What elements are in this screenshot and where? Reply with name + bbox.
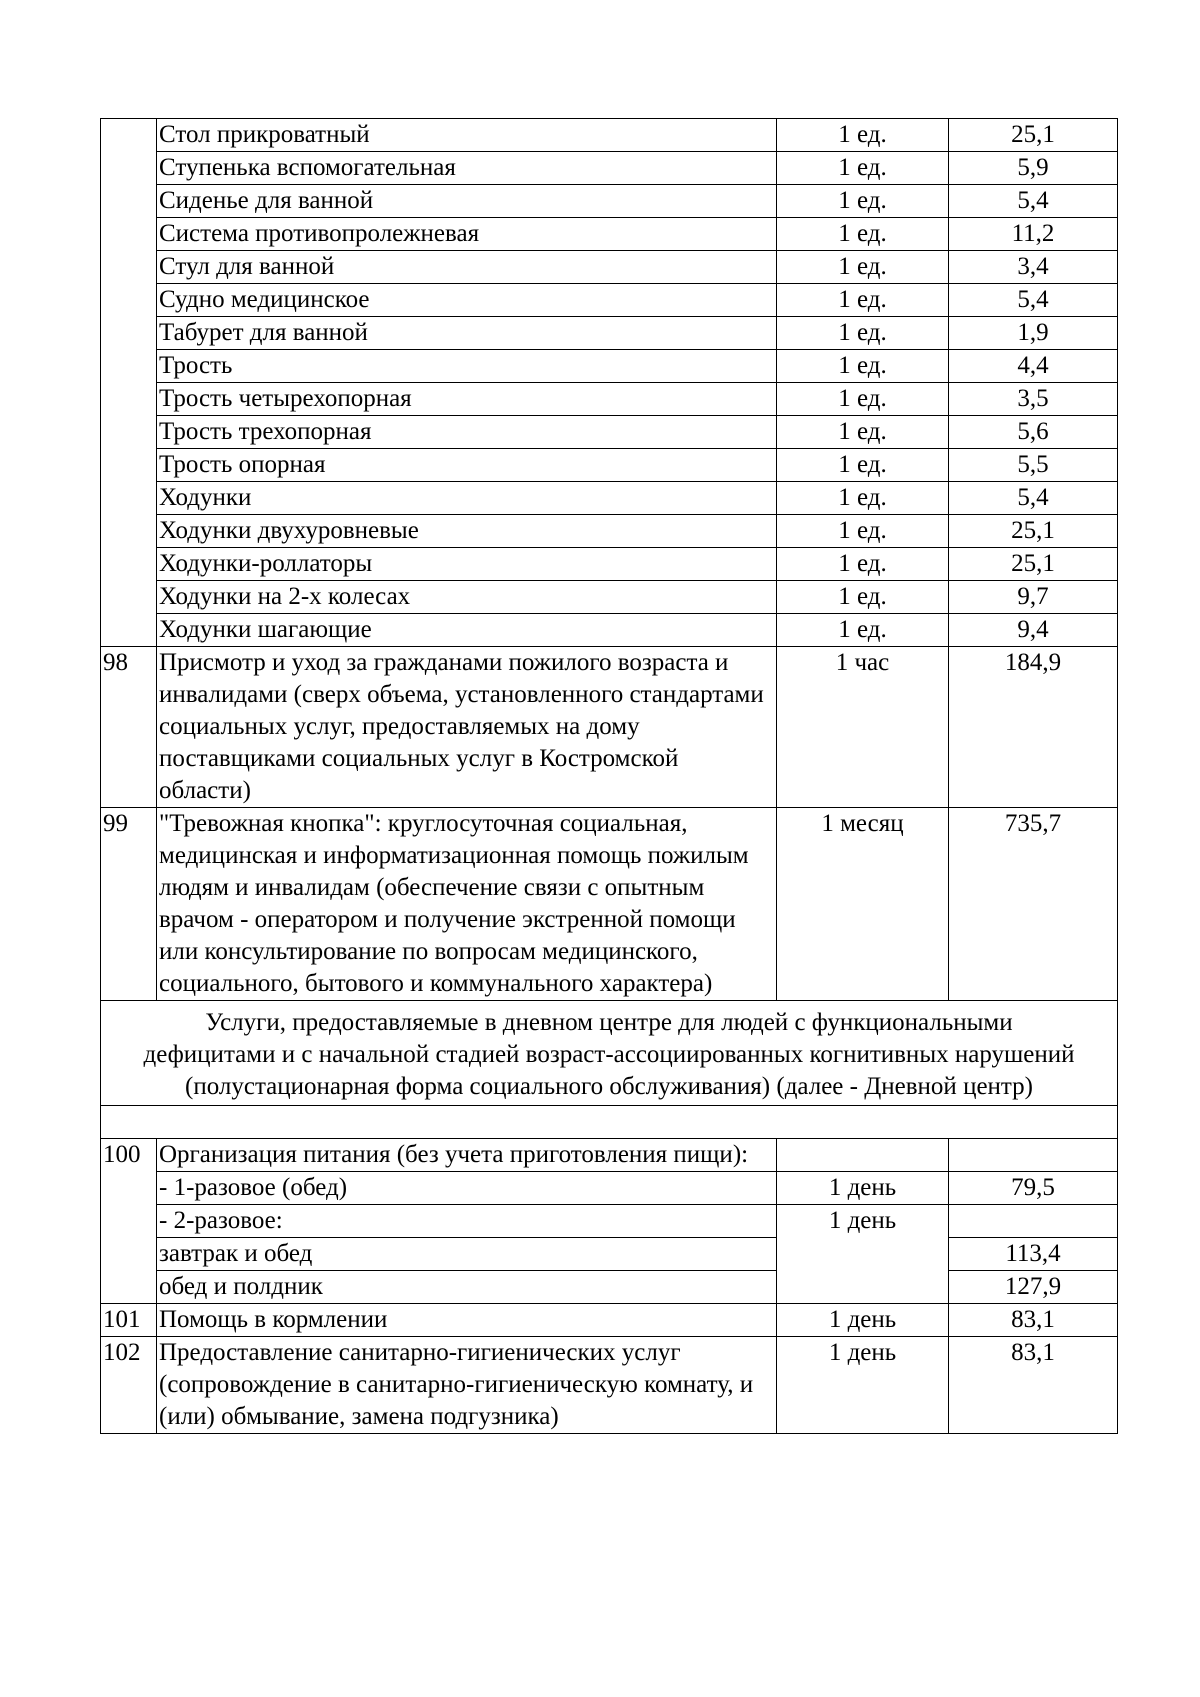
item-name: Стол прикроватный (157, 119, 777, 152)
item-value: 5,9 (949, 152, 1118, 185)
item-name: Стул для ванной (157, 251, 777, 284)
item-unit: 1 ед. (777, 185, 949, 218)
item-name: Система противопролежневая (157, 218, 777, 251)
item-unit: 1 ед. (777, 548, 949, 581)
table-row-102 (101, 1337, 1118, 1434)
table-row (101, 185, 1118, 218)
table-subrow (101, 1238, 1118, 1271)
item-unit: 1 ед. (777, 350, 949, 383)
item-name: Помощь в кормлении (157, 1304, 777, 1337)
row-number: 102 (101, 1337, 157, 1434)
table-row-100 (101, 1139, 1118, 1172)
item-unit: 1 ед. (777, 614, 949, 647)
empty-row (101, 1106, 1118, 1139)
item-unit: 1 ед. (777, 218, 949, 251)
sub-item-value: 79,5 (949, 1172, 1118, 1205)
table-row-101 (101, 1304, 1118, 1337)
item-value: 11,2 (949, 218, 1118, 251)
item-unit: 1 час (777, 647, 949, 808)
item-unit: 1 ед. (777, 416, 949, 449)
item-unit: 1 месяц (777, 808, 949, 1001)
item-name: Ходунки (157, 482, 777, 515)
item-name: Ступенька вспомогательная (157, 152, 777, 185)
item-unit: 1 ед. (777, 383, 949, 416)
table-row (101, 119, 1118, 152)
section-header-row (101, 1001, 1118, 1106)
item-name: Ходунки шагающие (157, 614, 777, 647)
item-name: Присмотр и уход за гражданами пожилого возраста и инвалидами (сверх объема, установленного стандартами социальных услуг, предоставляемых на дому поставщиками социальных услуг в Костромской области) (157, 647, 777, 808)
sub-item-value: 127,9 (949, 1271, 1118, 1304)
item-name: Ходунки-роллаторы (157, 548, 777, 581)
item-value: 5,6 (949, 416, 1118, 449)
table-row (101, 548, 1118, 581)
item-value: 5,4 (949, 284, 1118, 317)
table-row (101, 515, 1118, 548)
item-value: 83,1 (949, 1304, 1118, 1337)
item-unit: 1 ед. (777, 449, 949, 482)
item-value: 5,4 (949, 185, 1118, 218)
item-unit: 1 ед. (777, 152, 949, 185)
item-unit: 1 ед. (777, 482, 949, 515)
section-title: Услуги, предоставляемые в дневном центре для людей с функциональными дефицитами и с начальной стадией возраст-ассоциированных когнитивных нарушений (полустационарная форма социального обслуживания) (далее - Дневной центр) (101, 1001, 1118, 1106)
sub-item-name: - 1-разовое (обед) (157, 1172, 777, 1205)
item-unit: 1 ед. (777, 284, 949, 317)
item-value: 184,9 (949, 647, 1118, 808)
item-value: 3,5 (949, 383, 1118, 416)
item-name: Ходунки на 2-х колесах (157, 581, 777, 614)
item-name: Трость трехопорная (157, 416, 777, 449)
tariff-table (100, 118, 1118, 1434)
table-subrow (101, 1205, 1118, 1238)
item-unit: 1 ед. (777, 317, 949, 350)
item-name: Ходунки двухуровневые (157, 515, 777, 548)
item-unit: 1 день (777, 1304, 949, 1337)
item-name: Трость (157, 350, 777, 383)
table-row (101, 251, 1118, 284)
item-name: Табурет для ванной (157, 317, 777, 350)
item-value: 735,7 (949, 808, 1118, 1001)
item-value: 1,9 (949, 317, 1118, 350)
item-name: Судно медицинское (157, 284, 777, 317)
item-value: 9,4 (949, 614, 1118, 647)
row-number: 101 (101, 1304, 157, 1337)
sub-item-value (949, 1205, 1118, 1238)
sub-item-name: завтрак и обед (157, 1238, 777, 1271)
table-row (101, 218, 1118, 251)
item-value-empty (949, 1139, 1118, 1172)
item-value: 83,1 (949, 1337, 1118, 1434)
item-unit: 1 ед. (777, 119, 949, 152)
item-value: 5,4 (949, 482, 1118, 515)
row-number-cell (101, 119, 157, 647)
item-name: "Тревожная кнопка": круглосуточная социальная, медицинская и информатизационная помощь пожилым людям и инвалидам (обеспечение связи с опытным врачом - оператором и получение экстренной помощи или консультирование по вопросам медицинского, социального, бытового и коммунального характера) (157, 808, 777, 1001)
table-row-99 (101, 808, 1118, 1001)
table-row (101, 581, 1118, 614)
sub-item-unit: 1 день (777, 1172, 949, 1205)
item-name: Предоставление санитарно-гигиенических услуг (сопровождение в санитарно-гигиеническую комнату, и (или) обмывание, замена подгузника) (157, 1337, 777, 1434)
table-row (101, 614, 1118, 647)
item-unit: 1 день (777, 1337, 949, 1434)
item-value: 25,1 (949, 119, 1118, 152)
table-row (101, 152, 1118, 185)
table-subrow (101, 1271, 1118, 1304)
item-value: 3,4 (949, 251, 1118, 284)
table-row-98 (101, 647, 1118, 808)
item-value: 25,1 (949, 515, 1118, 548)
table-row (101, 284, 1118, 317)
item-unit-empty (777, 1139, 949, 1172)
sub-item-value: 113,4 (949, 1238, 1118, 1271)
sub-item-unit: 1 день (777, 1205, 949, 1304)
sub-item-name: обед и полдник (157, 1271, 777, 1304)
item-unit: 1 ед. (777, 515, 949, 548)
item-value: 5,5 (949, 449, 1118, 482)
item-name: Трость четырехопорная (157, 383, 777, 416)
item-name: Трость опорная (157, 449, 777, 482)
row-number: 98 (101, 647, 157, 808)
sub-item-name: - 2-разовое: (157, 1205, 777, 1238)
item-value: 25,1 (949, 548, 1118, 581)
item-unit: 1 ед. (777, 581, 949, 614)
item-value: 9,7 (949, 581, 1118, 614)
table-row (101, 350, 1118, 383)
item-name: Организация питания (без учета приготовления пищи): (157, 1139, 777, 1172)
table-row (101, 383, 1118, 416)
table-row (101, 317, 1118, 350)
table-row (101, 449, 1118, 482)
row-number: 100 (101, 1139, 157, 1304)
table-subrow (101, 1172, 1118, 1205)
empty-cell (101, 1106, 1118, 1139)
item-name: Сиденье для ванной (157, 185, 777, 218)
table-row (101, 482, 1118, 515)
row-number: 99 (101, 808, 157, 1001)
table-row (101, 416, 1118, 449)
item-value: 4,4 (949, 350, 1118, 383)
item-unit: 1 ед. (777, 251, 949, 284)
